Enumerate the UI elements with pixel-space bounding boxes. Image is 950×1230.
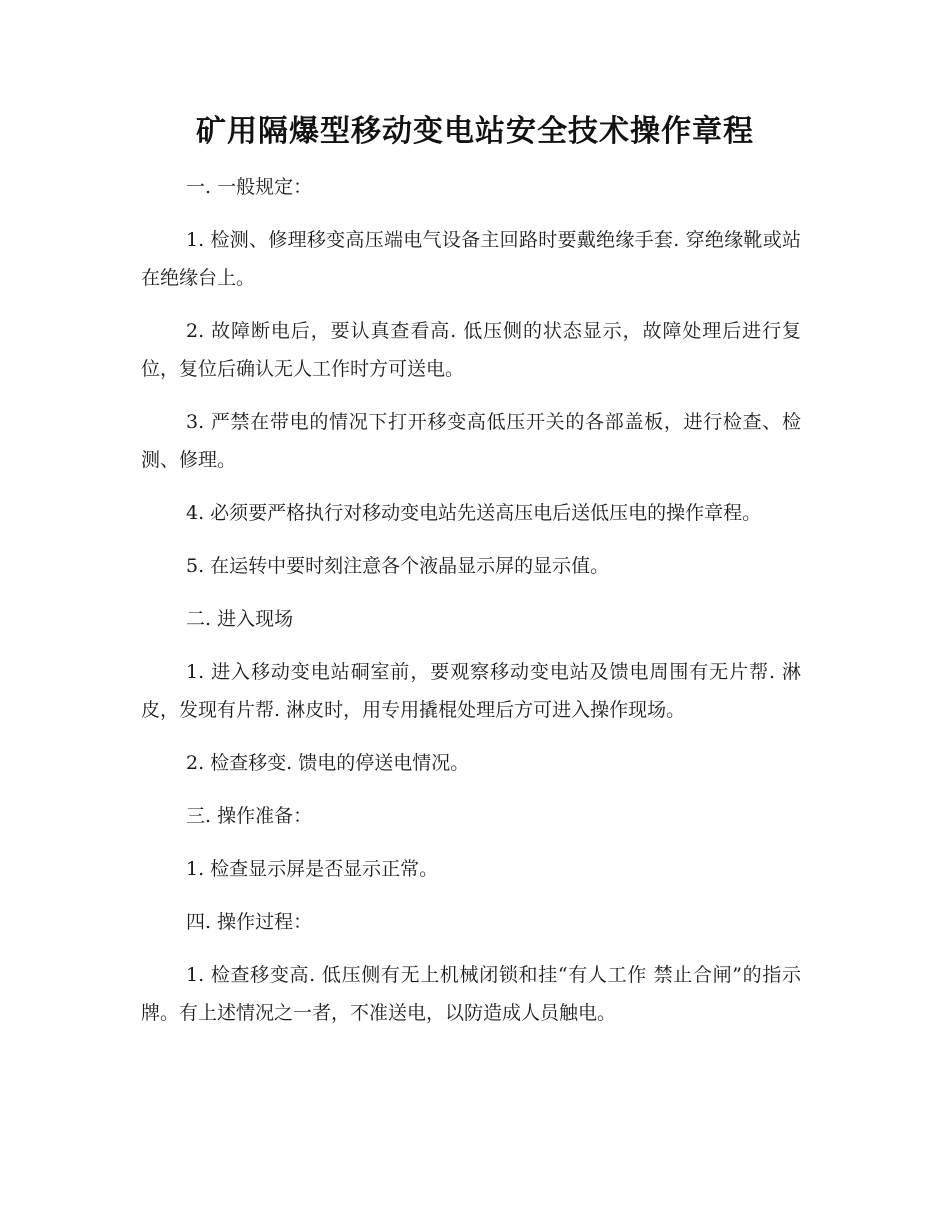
paragraph: 1. 检查移变高. 低压侧有无上机械闭锁和挂“有人工作 禁止合闸”的指示牌。有上述情况之一者，不准送电，以防造成人员触电。 <box>141 964 801 1024</box>
section-heading: 三. 操作准备： <box>186 805 313 827</box>
document-title: 矿用隔爆型移动变电站安全技术操作章程 <box>196 114 754 149</box>
section-heading: 一. 一般规定： <box>186 176 313 198</box>
paragraph: 2. 检查移变. 馈电的停送电情况。 <box>186 752 470 774</box>
section-general-rules <box>141 168 801 585</box>
paragraph: 1. 进入移动变电站硐室前，要观察移动变电站及馈电周围有无片帮. 淋皮，发现有片帮. 淋皮时，用专用撬棍处理后方可进入操作现场。 <box>141 661 801 721</box>
section-enter-site <box>141 600 801 782</box>
section-operation-prep <box>141 797 801 888</box>
paragraph: 5. 在运转中要时刻注意各个液晶显示屏的显示值。 <box>186 555 610 577</box>
paragraph: 1. 检查显示屏是否显示正常。 <box>186 858 439 880</box>
section-heading: 四. 操作过程： <box>186 911 313 933</box>
paragraph: 3. 严禁在带电的情况下打开移变高低压开关的各部盖板，进行检查、检测、修理。 <box>141 411 801 471</box>
paragraph: 4. 必须要严格执行对移动变电站先送高压电后送低压电的操作章程。 <box>186 502 762 524</box>
section-heading: 二. 进入现场 <box>186 608 294 630</box>
paragraph: 2. 故障断电后，要认真查看高. 低压侧的状态显示，故障处理后进行复位，复位后确认无人工作时方可送电。 <box>141 320 801 380</box>
paragraph: 1. 检测、修理移变高压端电气设备主回路时要戴绝缘手套. 穿绝缘靴或站在绝缘台上。 <box>141 229 801 289</box>
document-body <box>141 168 801 1047</box>
section-operation-process <box>141 903 801 1032</box>
